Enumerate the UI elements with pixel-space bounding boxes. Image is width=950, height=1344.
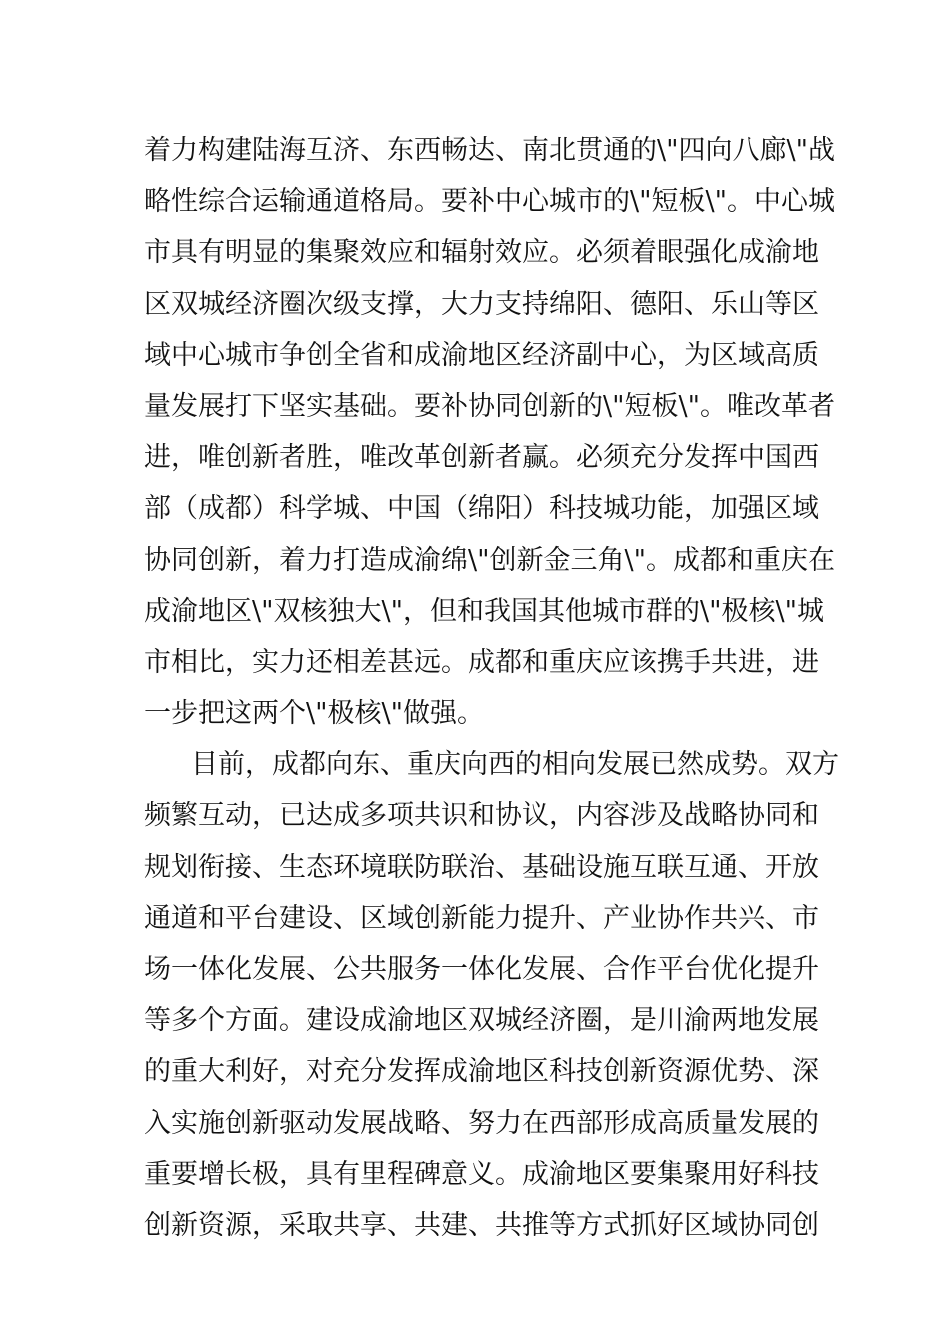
text-line: 等多个方面。建设成渝地区双城经济圈，是川渝两地发展 <box>144 1005 819 1037</box>
text-line: 目前，成都向东、重庆向西的相向发展已然成势。双方 <box>191 749 839 781</box>
text-line: 市相比，实力还相差甚远。成都和重庆应该携手共进，进 <box>144 646 819 678</box>
text-line: 略性综合运输通道格局。要补中心城市的\"短板\"。中心城 <box>144 186 836 218</box>
text-line: 进，唯创新者胜，唯改革创新者赢。必须充分发挥中国西 <box>144 442 819 474</box>
text-line: 部（成都）科学城、中国（绵阳）科技城功能，加强区域 <box>144 493 819 525</box>
text-line: 通道和平台建设、区域创新能力提升、产业协作共兴、市 <box>144 902 819 934</box>
text-line: 区双城经济圈次级支撑，大力支持绵阳、德阳、乐山等区 <box>144 288 819 320</box>
text-line: 场一体化发展、公共服务一体化发展、合作平台优化提升 <box>144 954 819 985</box>
text-line: 入实施创新驱动发展战略、努力在西部形成高质量发展的 <box>144 1107 819 1139</box>
paragraph <box>144 739 839 1251</box>
text-line: 着力构建陆海互济、东西畅达、南北贯通的\"四向八廊\"战 <box>144 135 836 166</box>
text-line: 创新资源，采取共享、共建、共推等方式抓好区域协同创 <box>144 1209 819 1241</box>
text-line: 规划衔接、生态环境联防联治、基础设施互联互通、开放 <box>144 851 819 883</box>
text-line: 量发展打下坚实基础。要补协同创新的\"短板\"。唯改革者 <box>144 390 836 422</box>
text-line: 协同创新，着力打造成渝绵\"创新金三角\"。成都和重庆在 <box>144 544 836 576</box>
text-line: 成渝地区\"双核独大\"，但和我国其他城市群的\"极核\"城 <box>144 595 825 627</box>
text-line: 的重大利好，对充分发挥成渝地区科技创新资源优势、深 <box>144 1056 819 1088</box>
paragraph <box>144 125 836 739</box>
document-body <box>144 125 839 1251</box>
text-line: 市具有明显的集聚效应和辐射效应。必须着眼强化成渝地 <box>144 237 819 269</box>
text-line: 域中心城市争创全省和成渝地区经济副中心，为区域高质 <box>144 339 819 371</box>
text-line: 一步把这两个\"极核\"做强。 <box>144 698 485 730</box>
text-line: 频繁互动，已达成多项共识和协议，内容涉及战略协同和 <box>144 800 819 832</box>
text-line: 重要增长极，具有里程碑意义。成渝地区要集聚用好科技 <box>144 1158 819 1190</box>
